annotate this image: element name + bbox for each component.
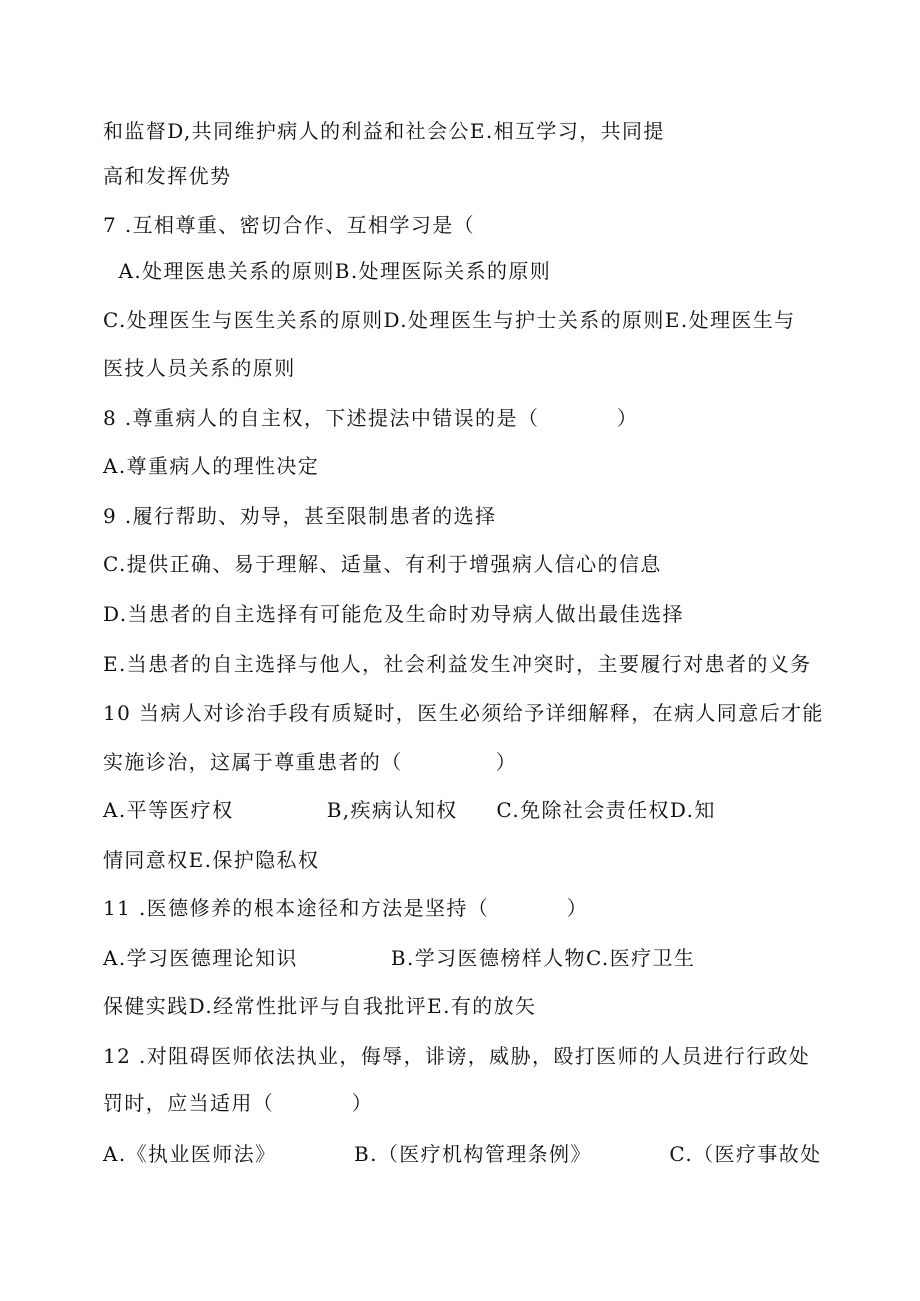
text-line: 罚时，应当适用（ ） bbox=[103, 1091, 374, 1115]
question-12: 12 .对阻碍医师依法执业，侮辱，诽谤，威胁，殴打医师的人员进行行政处 bbox=[103, 1044, 811, 1068]
question-10: 10 当病人对诊治手段有质疑时，医生必须给予详细解释，在病人同意后才能 bbox=[103, 701, 824, 725]
option-line: 情同意权E.保护隐私权 bbox=[103, 848, 320, 872]
text-line: 高和发挥优势 bbox=[103, 164, 232, 188]
option-line: A.处理医患关系的原则B.处理医际关系的原则 bbox=[103, 259, 552, 283]
option-line: A.学习医德理论知识 B.学习医德榜样人物C.医疗卫生 bbox=[103, 946, 696, 970]
question-7: 7 .互相尊重、密切合作、互相学习是（ bbox=[103, 213, 476, 237]
question-9: 9 .履行帮助、劝导，甚至限制患者的选择 bbox=[103, 504, 497, 528]
option-line: A.《执业医师法》 B.（医疗机构管理条例》 C.（医疗事故处 bbox=[103, 1142, 822, 1166]
question-8: 8 .尊重病人的自主权，下述提法中错误的是（ ） bbox=[103, 406, 639, 430]
option-line: A.尊重病人的理性决定 bbox=[103, 454, 320, 478]
text-line: 和监督D,共同维护病人的利益和社会公E.相互学习，共同提 bbox=[103, 119, 665, 143]
question-11: 11 .医德修养的根本途径和方法是坚持（ ） bbox=[103, 896, 589, 920]
option-line: 医技人员关系的原则 bbox=[103, 356, 296, 380]
option-line: E.当患者的自主选择与他人，社会利益发生冲突时，主要履行对患者的义务 bbox=[103, 652, 812, 676]
option-line: C.提供正确、易于理解、适量、有利于增强病人信心的信息 bbox=[103, 552, 662, 576]
option-line: C.处理医生与医生关系的原则D.处理医生与护士关系的原则E.处理医生与 bbox=[103, 308, 796, 332]
option-line: 保健实践D.经常性批评与自我批评E.有的放矢 bbox=[103, 994, 537, 1018]
option-line: D.当患者的自主选择有可能危及生命时劝导病人做出最佳选择 bbox=[103, 602, 684, 626]
option-line: A.平等医疗权 B,疾病认知权 C.免除社会责任权D.知 bbox=[103, 798, 716, 822]
text-line: 实施诊治，这属于尊重患者的（ ） bbox=[103, 750, 518, 774]
